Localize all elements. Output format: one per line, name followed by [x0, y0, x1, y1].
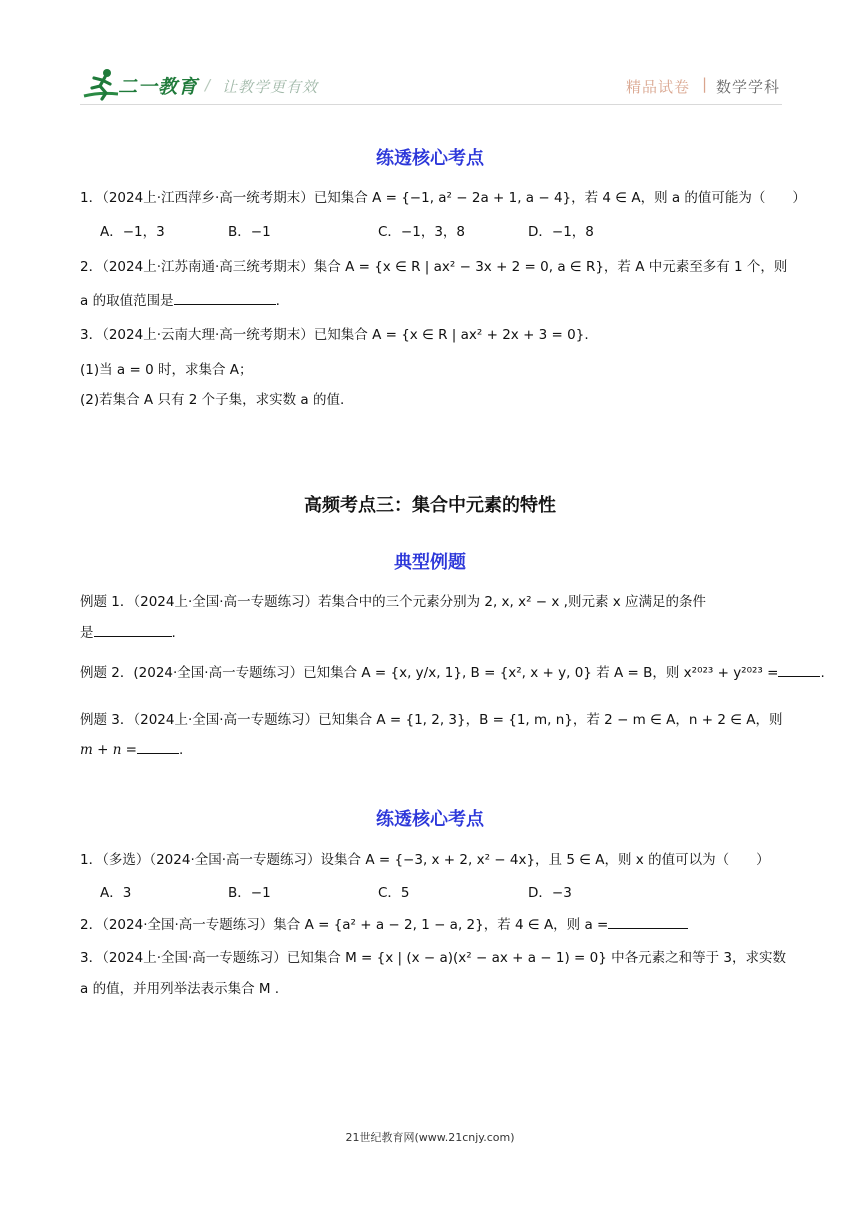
- option-c: C．−1，3，8: [378, 224, 466, 240]
- question-3-line2: a 的值，并用列举法表示集合 M .: [80, 981, 280, 997]
- section-title: 练透核心考点: [376, 809, 484, 830]
- subject-label: 数学学科: [716, 78, 781, 96]
- brand-label: 精品试卷: [626, 78, 691, 96]
- example-1-line2: [80, 621, 176, 641]
- question-3-part-2: (2)若集合 A 只有 2 个子集，求实数 a 的值.: [80, 392, 345, 408]
- section-title: 练透核心考点: [376, 148, 484, 169]
- question-2-prompt: a 的取值范围是: [80, 293, 174, 309]
- option-a: A．−1，3: [100, 224, 165, 240]
- page-footer: 21世纪教育网(www.21cnjy.com): [345, 1131, 515, 1144]
- example-2-line: [80, 661, 825, 681]
- subsection-title: 典型例题: [394, 552, 466, 573]
- answer-blank[interactable]: [778, 663, 820, 677]
- example-2-end: .: [820, 665, 825, 681]
- example-3-prompt: m + n =: [80, 742, 137, 758]
- answer-blank[interactable]: [174, 291, 276, 305]
- option-a: A．3: [100, 885, 132, 901]
- question-2-text: 2．（2024上·江苏南通·高三统考期末）集合 A = {x ∈ R | ax² − 3x + 2 = 0, a ∈ R}，若 A 中元素至多有 1 个，则: [80, 259, 788, 275]
- option-d: D．−1，8: [528, 224, 594, 240]
- answer-blank[interactable]: [137, 740, 179, 754]
- question-2-text: 2．（2024·全国·高一专题练习）集合 A = {a² + a − 2, 1 − a, 2}，若 4 ∈ A，则 a =: [80, 917, 609, 933]
- option-c: C．5: [378, 885, 410, 901]
- logo-text: 二一教育: [118, 76, 199, 98]
- topic-title: 高频考点三：集合中元素的特性: [304, 495, 556, 516]
- question-1-text: 1．（2024上·江西萍乡·高一统考期末）已知集合 A = {−1, a² − 2a + 1, a − 4}，若 4 ∈ A，则 a 的值可能为（ ）: [80, 190, 806, 206]
- example-3-end: .: [179, 742, 184, 758]
- brand-separator: |: [702, 75, 708, 93]
- question-2-line2: [80, 289, 280, 309]
- example-3-text: 例题 3．（2024上·全国·高一专题练习）已知集合 A = {1, 2, 3}，B = {1, m, n}，若 2 − m ∈ A，n + 2 ∈ A，则: [80, 712, 783, 728]
- option-b: B．−1: [228, 224, 271, 240]
- header-separator: /: [205, 76, 211, 94]
- header-divider: [80, 104, 782, 105]
- example-1-text: 例题 1．（2024上·全国·高一专题练习）若集合中的三个元素分别为 2, x, x² − x ,则元素 x 应满足的条件: [80, 594, 707, 610]
- page-header: [0, 0, 860, 110]
- question-3-text: 3．（2024上·全国·高一专题练习）已知集合 M = {x | (x − a)(x² − ax + a − 1) = 0} 中各元素之和等于 3，求实数: [80, 950, 786, 966]
- option-b: B．−1: [228, 885, 271, 901]
- example-1-prompt: 是: [80, 625, 94, 641]
- question-2-line: [80, 913, 688, 933]
- header-slogan: 让教学更有效: [222, 78, 319, 96]
- question-3-part-1: (1)当 a = 0 时，求集合 A；: [80, 362, 253, 378]
- option-d: D．−3: [528, 885, 572, 901]
- answer-blank[interactable]: [94, 623, 172, 637]
- question-3-text: 3．（2024上·云南大理·高一统考期末）已知集合 A = {x ∈ R | ax² + 2x + 3 = 0}.: [80, 327, 589, 343]
- question-1-text: 1．（多选）（2024·全国·高一专题练习）设集合 A = {−3, x + 2, x² − 4x}，且 5 ∈ A，则 x 的值可以为（ ）: [80, 852, 770, 868]
- answer-blank[interactable]: [608, 915, 688, 929]
- example-1-end: .: [171, 625, 176, 641]
- example-2-text: 例题 2．(2024·全国·高一专题练习）已知集合 A = {x, y/x, 1}, B = {x², x + y, 0} 若 A = B，则 x²⁰²³ + y²⁰²³ =: [80, 665, 779, 681]
- question-2-end: .: [275, 293, 280, 309]
- example-3-line2: [80, 740, 183, 758]
